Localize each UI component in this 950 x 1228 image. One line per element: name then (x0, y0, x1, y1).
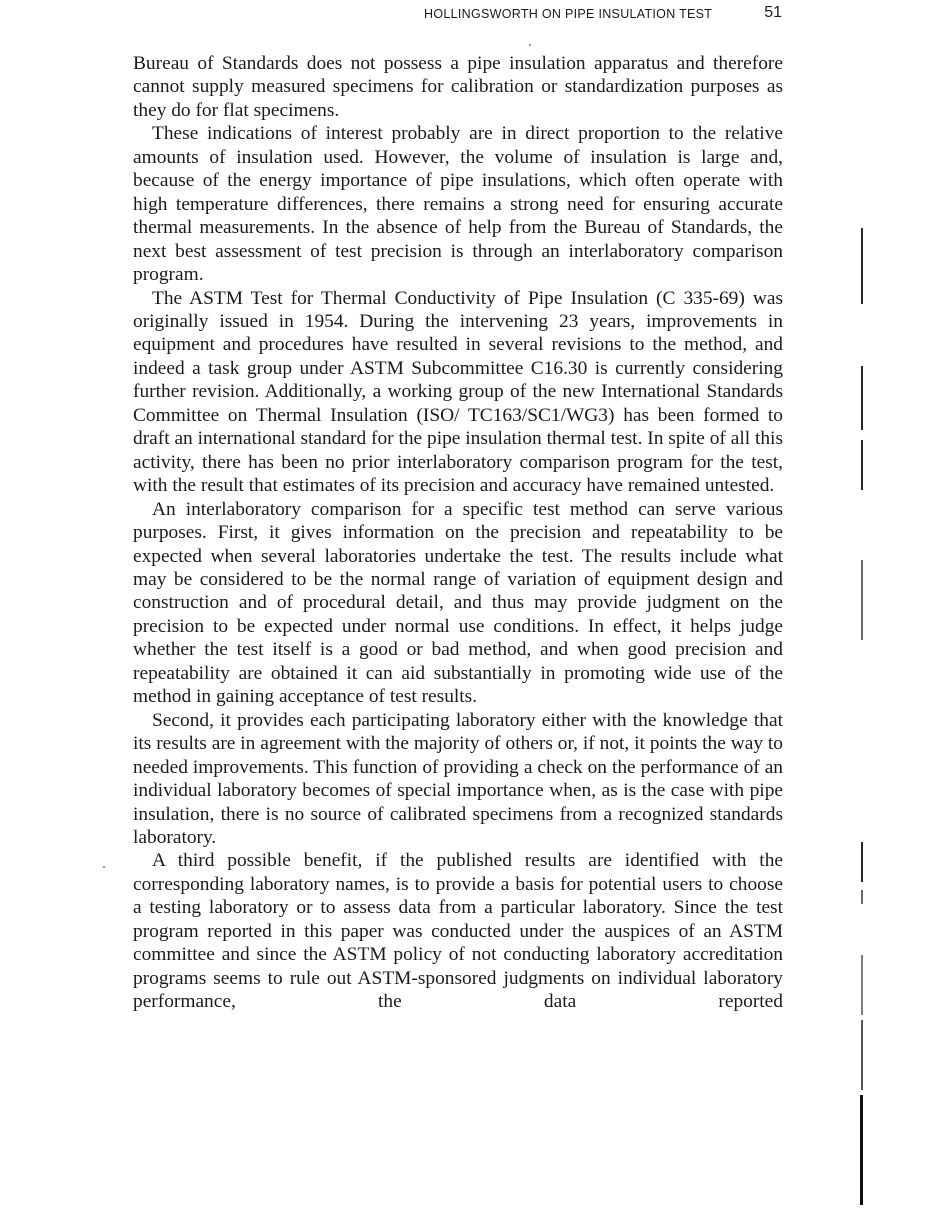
paragraph-comparison-purposes: An interlaboratory comparison for a specific test method can serve various purposes. First, it gives information on the precision and repeatability to be expected when several laboratories undertake the test. The results include what may be considered to be the normal range of variation of equipment design and construction and of procedural detail, and thus may provide judgment on the precision to be expected under normal use conditions. In effect, it helps judge whether the test itself is a good or bad method, and when good precision and repeatability are obtained it can aid substantially in promoting wide use of the method in gaining acceptance of test results. (133, 498, 783, 708)
paragraph-continuation: Bureau of Standards does not possess a pipe insulation apparatus and therefore cannot supply measured specimens for calibration or standardization purposes as they do for flat specimens. (133, 53, 783, 121)
body-text (133, 52, 783, 1014)
scan-speck (103, 866, 105, 868)
scan-speck (529, 44, 531, 46)
paragraph-second-purpose: Second, it provides each participating laboratory either with the knowledge that its results are in agreement with the majority of others or, if not, it points the way to needed improvements. This function of providing a check on the performance of an individual laboratory becomes of special importance when, as is the case with pipe insulation, there is no source of calibrated specimens from a recognized standards laboratory. (133, 709, 783, 848)
margin-change-bar (861, 842, 863, 882)
running-title: HOLLINGSWORTH ON PIPE INSULATION TEST (424, 7, 713, 21)
page-number: 51 (764, 4, 782, 21)
margin-change-bar (861, 890, 863, 904)
running-head (424, 6, 784, 24)
paragraph-astm-test-history: The ASTM Test for Thermal Conductivity of Pipe Insulation (C 335-69) was originally issued in 1954. During the intervening 23 years, improvements in equipment and procedures have resulted in several revisions to the method, and indeed a task group under ASTM Subcommittee C16.30 is currently considering further revision. Additionally, a working group of the new International Standards Committee on Thermal Insulation (ISO/ TC163/SC1/WG3) has been formed to draft an international standard for the pipe insulation thermal test. In spite of all this activity, there has been no prior interlaboratory comparison program for the test, with the result that estimates of its precision and accuracy have remained untested. (133, 287, 783, 497)
paragraph-third-benefit: A third possible benefit, if the published results are identified with the corresponding laboratory names, is to provide a basis for potential users to choose a testing laboratory or to assess data from a particular laboratory. Since the test program reported in this paper was conducted under the auspices of an ASTM committee and since the ASTM policy of not conducting laboratory accreditation programs seems to rule out ASTM-sponsored judgments on individual laboratory performance, the data reported (133, 850, 783, 1013)
paragraph-indications-of-interest: These indications of interest probably are in direct proportion to the relative amounts of insulation used. However, the volume of insulation is large and, because of the energy importance of pipe insulations, which often operate with high temperature differences, there remains a strong need for ensuring accurate thermal measurements. In the absence of help from the Bureau of Standards, the next best assessment of test precision is through an interlaboratory comparison program. (133, 123, 783, 286)
margin-change-bar (861, 228, 863, 304)
margin-change-bar (861, 440, 863, 490)
margin-change-bar (860, 1095, 863, 1205)
margin-change-bar (861, 560, 863, 640)
margin-change-bar (861, 955, 863, 1015)
margin-change-bar (861, 366, 863, 430)
margin-change-bar (861, 1020, 863, 1090)
